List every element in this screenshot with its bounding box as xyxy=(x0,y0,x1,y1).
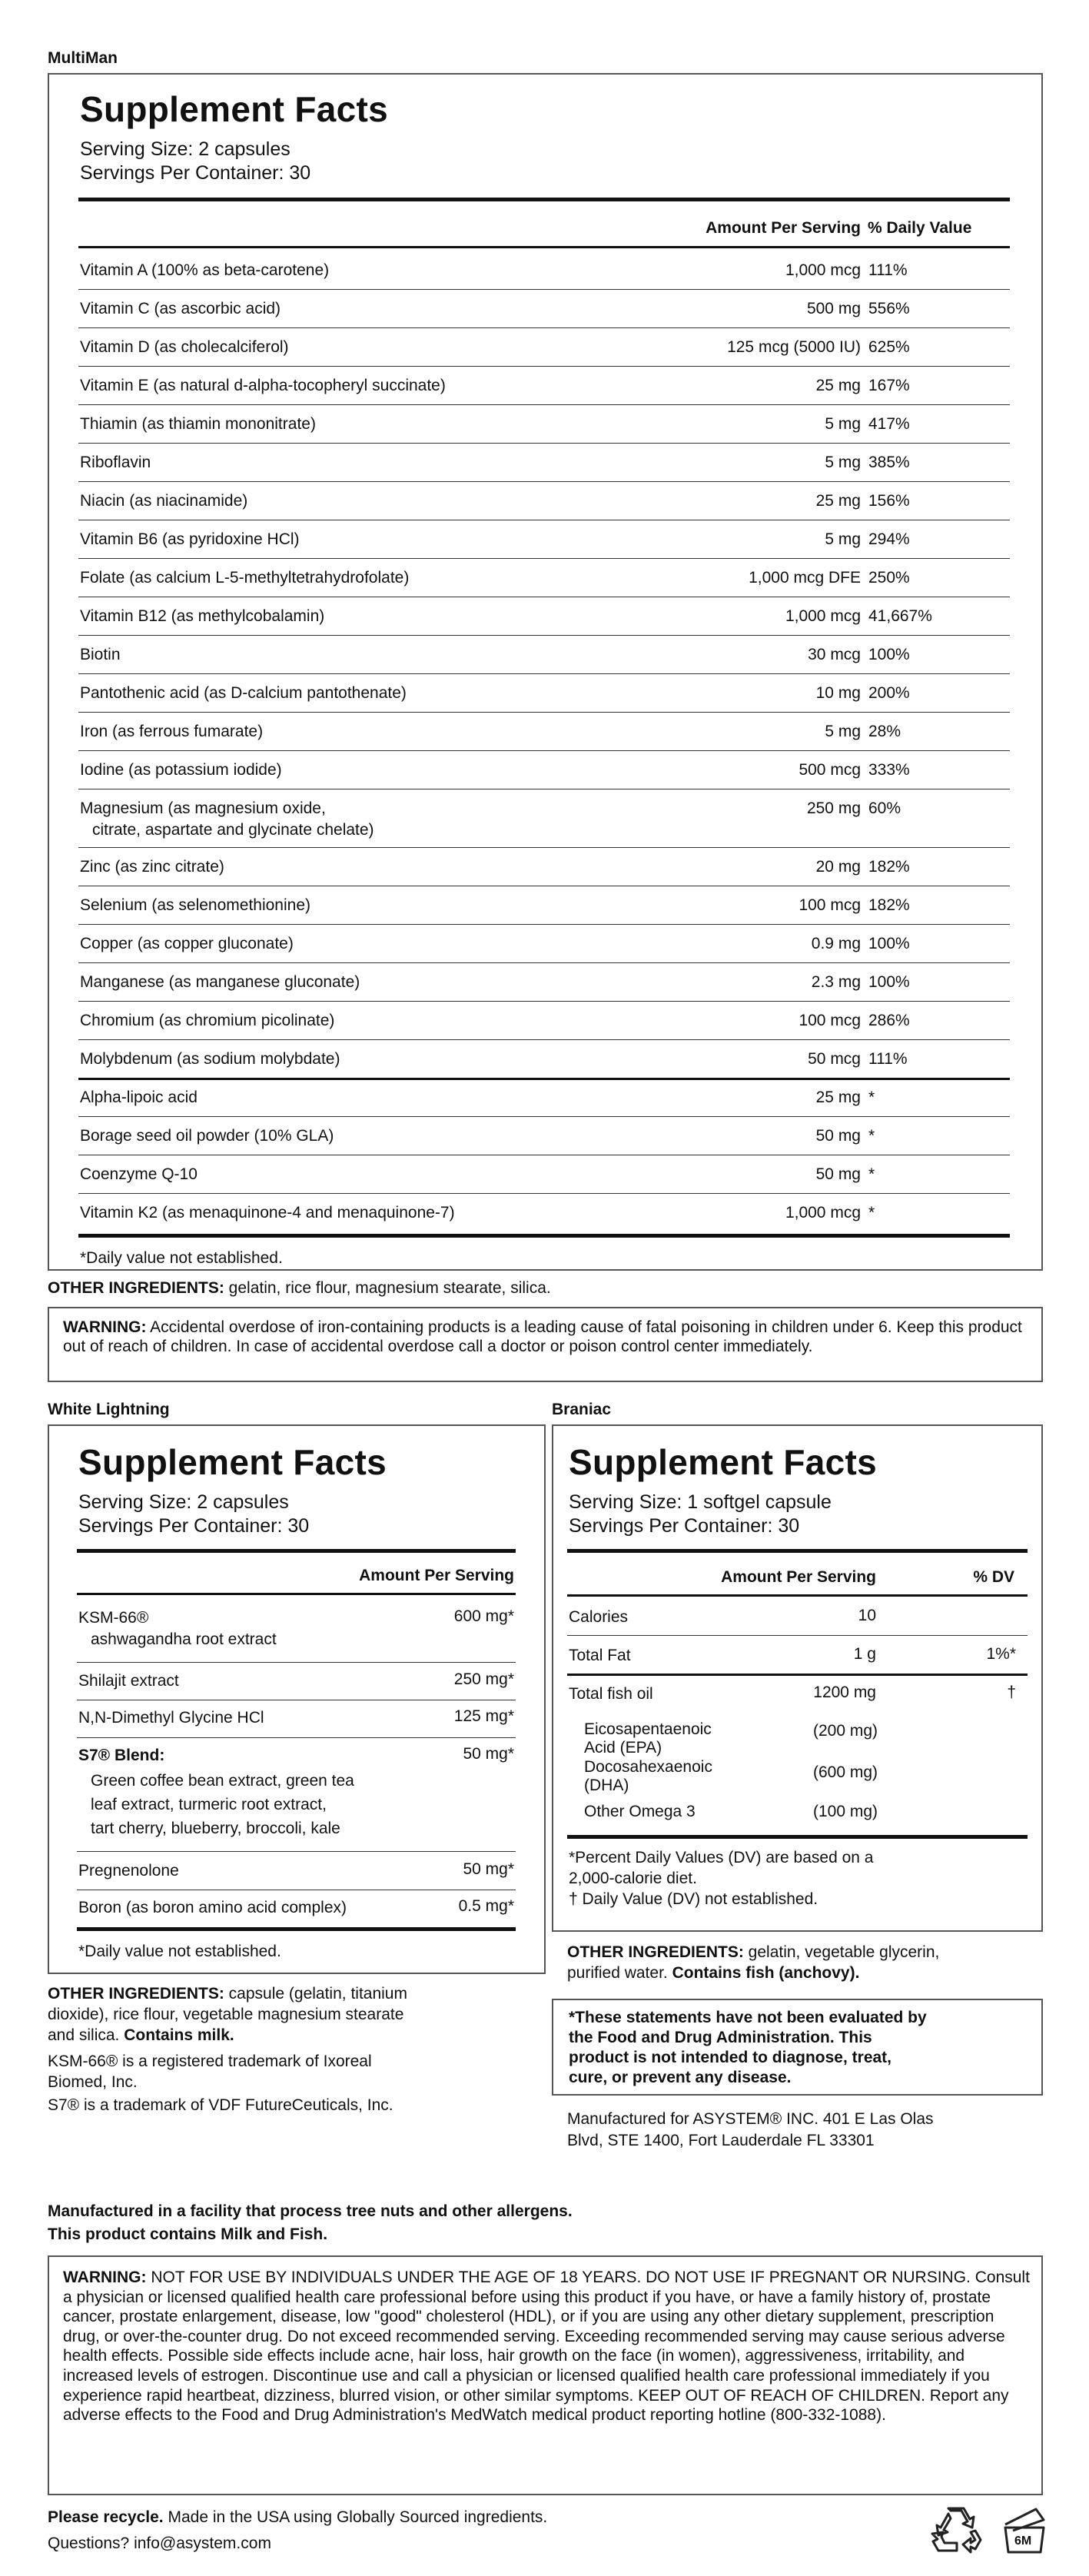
nutrient-daily-value: * xyxy=(868,1165,875,1183)
nutrient-name: Iodine (as potassium iodide) xyxy=(80,761,282,779)
fda-statement-text: *These statements have not been evaluated by the Food and Drug Administration. This product is not intended to diagnose, treat, cure, or prevent any disease. xyxy=(569,2009,927,2086)
facts-title: Supplement Facts xyxy=(80,89,388,129)
nutrient-daily-value: 41,667% xyxy=(868,607,932,625)
nutrient-name: Iron (as ferrous fumarate) xyxy=(80,723,264,740)
total-fat-dv: 1%* xyxy=(986,1645,1016,1663)
nutrient-name: Folate (as calcium L-5-methyltetrahydrofolate) xyxy=(80,569,410,587)
header-divider xyxy=(567,1594,1028,1597)
nutrient-name: Vitamin C (as ascorbic acid) xyxy=(80,300,281,317)
thick-divider xyxy=(567,1835,1028,1839)
serving-size: Serving Size: 2 capsules xyxy=(78,1491,289,1513)
nutrient-name: Pantothenic acid (as D-calcium pantothenate) xyxy=(80,684,407,702)
nutrient-daily-value: 556% xyxy=(868,300,910,317)
nutrient-amount: 25 mg xyxy=(815,492,861,510)
nutrient-amount: 50 mg xyxy=(815,1165,861,1183)
nutrient-amount: 5 mg xyxy=(825,415,861,433)
nutrient-amount: 25 mg xyxy=(815,1089,861,1106)
header-divider xyxy=(78,246,1010,248)
row-divider xyxy=(78,1039,1010,1040)
iron-warning-box xyxy=(48,1307,1043,1382)
nutrient-daily-value: * xyxy=(868,1127,875,1145)
nutrient-amount: 125 mcg (5000 IU) xyxy=(727,338,861,356)
nutrient-daily-value: 111% xyxy=(868,261,908,279)
nutrient-daily-value: 100% xyxy=(868,646,910,663)
nutrient-amount: 5 mg xyxy=(825,723,861,740)
col-amount-header: Amount Per Serving xyxy=(706,219,861,237)
ingredient-boron: Boron (as boron amino acid complex) xyxy=(78,1899,347,1916)
iron-warning-text xyxy=(63,1318,1031,1356)
ksm66-amount: 600 mg* xyxy=(453,1607,514,1625)
ingredient-pregnenolone: Pregnenolone xyxy=(78,1862,179,1880)
nutrient-daily-value: 625% xyxy=(868,338,910,356)
row-divider xyxy=(78,1193,1010,1194)
omega3-amount: (100 mg) xyxy=(813,1803,878,1820)
total-fat-amount: 1 g xyxy=(853,1645,876,1663)
nutrient-daily-value: 156% xyxy=(868,492,910,510)
nutrient-amount: 1,000 mcg xyxy=(785,1204,861,1222)
row-divider xyxy=(78,750,1010,751)
row-divider xyxy=(78,443,1010,444)
section-divider xyxy=(78,1078,1010,1080)
other-ingredients-white-lightning: OTHER INGREDIENTS: capsule (gelatin, titanium dioxide), rice flour, vegetable magnesium stearate and silica. Contains milk. xyxy=(48,1985,407,2044)
product-name-white-lightning: White Lightning xyxy=(48,1401,170,1418)
dha-label: Docosahexaenoic (DHA) xyxy=(584,1758,712,1794)
nutrient-amount: 0.9 mg xyxy=(811,935,861,952)
thick-divider xyxy=(78,1234,1010,1238)
epa-label: Eicosapentaenoic Acid (EPA) xyxy=(584,1720,712,1757)
nutrient-name: Selenium (as selenomethionine) xyxy=(80,896,310,914)
nutrient-name: Vitamin B12 (as methylcobalamin) xyxy=(80,607,325,625)
servings-per-container: Servings Per Container: 30 xyxy=(80,162,311,184)
nutrient-name: Vitamin K2 (as menaquinone-4 and menaquinone-7) xyxy=(80,1204,455,1222)
shilajit-amount: 250 mg* xyxy=(453,1670,514,1688)
col-amount-header: Amount Per Serving xyxy=(721,1568,876,1586)
nutrient-daily-value: 28% xyxy=(868,723,901,740)
nutrient-name: Coenzyme Q-10 xyxy=(80,1165,198,1183)
nutrient-amount: 1,000 mcg xyxy=(785,607,861,625)
nutrient-amount: 100 mcg xyxy=(798,896,861,914)
warning-label: WARNING: xyxy=(63,1318,147,1336)
nutrient-daily-value: 60% xyxy=(868,799,901,817)
nutrient-name: Biotin xyxy=(80,646,121,663)
nutrient-amount: 10 mg xyxy=(815,684,861,702)
fda-statement-box xyxy=(552,1999,1043,2096)
pregnenolone-amount: 50 mg* xyxy=(463,1860,514,1878)
braniac-facts-panel xyxy=(552,1424,1043,1932)
col-amount-header: Amount Per Serving xyxy=(359,1567,514,1584)
row-divider xyxy=(78,1116,1010,1117)
nutrient-amount: 5 mg xyxy=(825,530,861,548)
white-lightning-facts-panel xyxy=(48,1424,546,1974)
nutrient-amount: 2.3 mg xyxy=(811,973,861,991)
total-fat-label: Total Fat xyxy=(569,1647,631,1664)
s7-trademark: S7® is a trademark of VDF FutureCeuticals, Inc. xyxy=(48,2096,393,2114)
row-divider xyxy=(77,1737,516,1738)
row-divider xyxy=(78,558,1010,559)
nutrient-amount: 500 mg xyxy=(806,300,861,317)
other-ingredients-braniac: OTHER INGREDIENTS: gelatin, vegetable glycerin, purified water. Contains fish (anchovy). xyxy=(567,1943,940,1982)
nutrient-daily-value: 200% xyxy=(868,684,910,702)
row-divider xyxy=(78,404,1010,405)
s7-amount: 50 mg* xyxy=(463,1745,514,1763)
nutrient-amount: 25 mg xyxy=(815,377,861,394)
fish-oil-amount: 1200 mg xyxy=(813,1684,876,1701)
row-divider xyxy=(78,366,1010,367)
row-divider xyxy=(78,289,1010,290)
row-divider xyxy=(567,1635,1028,1636)
servings-per-container: Servings Per Container: 30 xyxy=(78,1515,310,1537)
row-divider xyxy=(78,1001,1010,1002)
ksm66-trademark: KSM-66® is a registered trademark of Ixoreal Biomed, Inc. xyxy=(48,2052,372,2091)
thick-divider xyxy=(77,1927,516,1931)
product-name-multiman: MultiMan xyxy=(48,49,118,67)
nutrient-amount: 100 mcg xyxy=(798,1012,861,1029)
nutrient-daily-value: 333% xyxy=(868,761,910,779)
s7-blend-contents: Green coffee bean extract, green tea leaf extract, turmeric root extract, tart cherry, blueberry, broccoli, kale xyxy=(91,1772,354,1837)
ingredient-dmg: N,N-Dimethyl Glycine HCl xyxy=(78,1709,264,1727)
nutrient-daily-value: 167% xyxy=(868,377,910,394)
nutrient-name: Riboflavin xyxy=(80,454,151,471)
pao-label: 6M xyxy=(1014,2534,1032,2548)
nutrient-daily-value: 100% xyxy=(868,935,910,952)
nutrient-daily-value: 182% xyxy=(868,858,910,876)
multiman-facts-panel xyxy=(48,73,1043,1271)
omega3-label: Other Omega 3 xyxy=(584,1803,696,1820)
nutrient-daily-value: 385% xyxy=(868,454,910,471)
calories-label: Calories xyxy=(569,1608,629,1626)
header-divider xyxy=(77,1593,516,1595)
manufacturer-info: Manufactured for ASYSTEM® INC. 401 E Las Olas Blvd, STE 1400, Fort Lauderdale FL 33301 xyxy=(567,2110,934,2149)
general-warning-box xyxy=(48,2255,1043,2495)
other-ingredients-multiman xyxy=(48,1279,551,1298)
nutrient-daily-value: 417% xyxy=(868,415,910,433)
nutrient-name: Manganese (as manganese gluconate) xyxy=(80,973,360,991)
warning-text: Accidental overdose of iron-containing products is a leading cause of fatal poisoning in children under 6. Keep this product out of reach of children. In case of accidental overdose call a doctor or poison control center immediately. xyxy=(63,1318,1022,1355)
footnote: *Daily value not established. xyxy=(80,1249,283,1267)
nutrient-name: Molybdenum (as sodium molybdate) xyxy=(80,1050,340,1068)
boron-amount: 0.5 mg* xyxy=(458,1897,514,1915)
allergen-statement: Manufactured in a facility that process tree nuts and other allergens. This product contains Milk and Fish. xyxy=(48,2202,573,2243)
other-ingredients-label: OTHER INGREDIENTS: xyxy=(48,1279,224,1297)
nutrient-amount: 250 mg xyxy=(806,799,861,817)
contact-email: Questions? info@asystem.com xyxy=(48,2534,271,2552)
row-divider xyxy=(78,327,1010,328)
nutrient-name: Vitamin B6 (as pyridoxine HCl) xyxy=(80,530,300,548)
facts-title: Supplement Facts xyxy=(78,1442,387,1482)
thick-divider xyxy=(567,1549,1028,1553)
col-dv-header: % Daily Value xyxy=(868,219,972,237)
nutrient-daily-value: 100% xyxy=(868,973,910,991)
ingredient-s7-blend: S7® Blend: xyxy=(78,1747,165,1764)
nutrient-name: Copper (as copper gluconate) xyxy=(80,935,294,952)
general-warning-text: WARNING: NOT FOR USE BY INDIVIDUALS UNDER THE AGE OF 18 YEARS. DO NOT USE IF PREGNANT OR NURSING. Consult a physician or licensed qualified health care professional before using this product if you have, or have a family history of, prostate cancer, prostate enlargement, disease, low "good" cholesterol (HDL), or if you are using any other dietary supplement, prescription drug, or over-the-counter drug. Do not exceed recommended serving. Exceeding recommended serving may cause serious adverse health effects. Possible side effects include acne, hair loss, hair growth on the face (in women), aggressiveness, irritability, and increased levels of estrogen. Discontinue use and call a physician or licensed qualified health care professional immediately if you experience rapid heartbeat, dizziness, blurred vision, or other similar symptoms. KEEP OUT OF REACH OF CHILDREN. Report any adverse effects to the Food and Drug Administration's MedWatch medical product reporting hotline (800-332-1088). xyxy=(63,2269,1030,2425)
nutrient-amount: 50 mg xyxy=(815,1127,861,1145)
servings-per-container: Servings Per Container: 30 xyxy=(569,1515,800,1537)
nutrient-name: Alpha-lipoic acid xyxy=(80,1089,198,1106)
facts-title: Supplement Facts xyxy=(569,1442,877,1482)
thick-divider xyxy=(77,1549,516,1553)
nutrient-amount: 1,000 mcg xyxy=(785,261,861,279)
serving-size: Serving Size: 1 softgel capsule xyxy=(569,1491,832,1513)
calories-amount: 10 xyxy=(858,1607,876,1624)
section-divider xyxy=(567,1674,1028,1676)
epa-amount: (200 mg) xyxy=(813,1722,878,1740)
ingredient-ksm66: KSM-66® ashwagandha root extract xyxy=(78,1609,277,1648)
nutrient-amount: 1,000 mcg DFE xyxy=(749,569,861,587)
period-after-opening-icon xyxy=(1002,2505,1047,2555)
row-divider xyxy=(77,1851,516,1852)
nutrient-amount: 50 mcg xyxy=(808,1050,861,1068)
recycle-statement: Please recycle. Made in the USA using Globally Sourced ingredients. xyxy=(48,2508,548,2526)
recycle-icon xyxy=(928,2505,986,2554)
row-divider xyxy=(78,635,1010,636)
row-divider xyxy=(78,924,1010,925)
row-divider xyxy=(78,481,1010,482)
ingredient-shilajit: Shilajit extract xyxy=(78,1672,179,1690)
braniac-footnotes: *Percent Daily Values (DV) are based on a 2,000-calorie diet. † Daily Value (DV) not established. xyxy=(569,1849,874,1908)
nutrient-name: Vitamin A (100% as beta-carotene) xyxy=(80,261,330,279)
nutrient-daily-value: 250% xyxy=(868,569,910,587)
nutrient-name: Vitamin E (as natural d-alpha-tocopheryl succinate) xyxy=(80,377,446,394)
row-divider xyxy=(78,673,1010,674)
row-divider xyxy=(78,847,1010,848)
row-divider xyxy=(78,712,1010,713)
product-name-braniac: Braniac xyxy=(552,1401,612,1418)
other-ingredients-text: gelatin, rice flour, magnesium stearate, silica. xyxy=(224,1279,551,1297)
fish-oil-dv: † xyxy=(1007,1684,1016,1701)
nutrient-name: Chromium (as chromium picolinate) xyxy=(80,1012,335,1029)
nutrient-daily-value: * xyxy=(868,1204,875,1222)
row-divider xyxy=(77,1662,516,1663)
fish-oil-label: Total fish oil xyxy=(569,1685,653,1703)
nutrient-daily-value: * xyxy=(868,1089,875,1106)
serving-size: Serving Size: 2 capsules xyxy=(80,138,291,160)
nutrient-name: Vitamin D (as cholecalciferol) xyxy=(80,338,289,356)
nutrient-amount: 5 mg xyxy=(825,454,861,471)
thick-divider xyxy=(78,198,1010,201)
nutrient-name: Magnesium (as magnesium oxide, citrate, aspartate and glycinate chelate) xyxy=(80,799,374,839)
nutrient-name: Niacin (as niacinamide) xyxy=(80,492,248,510)
dmg-amount: 125 mg* xyxy=(453,1707,514,1725)
nutrient-amount: 30 mcg xyxy=(808,646,861,663)
nutrient-name: Thiamin (as thiamin mononitrate) xyxy=(80,415,316,433)
nutrient-daily-value: 111% xyxy=(868,1050,908,1068)
nutrient-name: Borage seed oil powder (10% GLA) xyxy=(80,1127,334,1145)
nutrient-daily-value: 182% xyxy=(868,896,910,914)
row-divider xyxy=(78,962,1010,963)
nutrient-name: Zinc (as zinc citrate) xyxy=(80,858,224,876)
nutrient-amount: 500 mcg xyxy=(798,761,861,779)
nutrient-daily-value: 286% xyxy=(868,1012,910,1029)
nutrient-amount: 20 mg xyxy=(815,858,861,876)
footnote: *Daily value not established. xyxy=(78,1943,281,1960)
nutrient-daily-value: 294% xyxy=(868,530,910,548)
dha-amount: (600 mg) xyxy=(813,1763,878,1781)
col-dv-header: % DV xyxy=(973,1568,1014,1586)
